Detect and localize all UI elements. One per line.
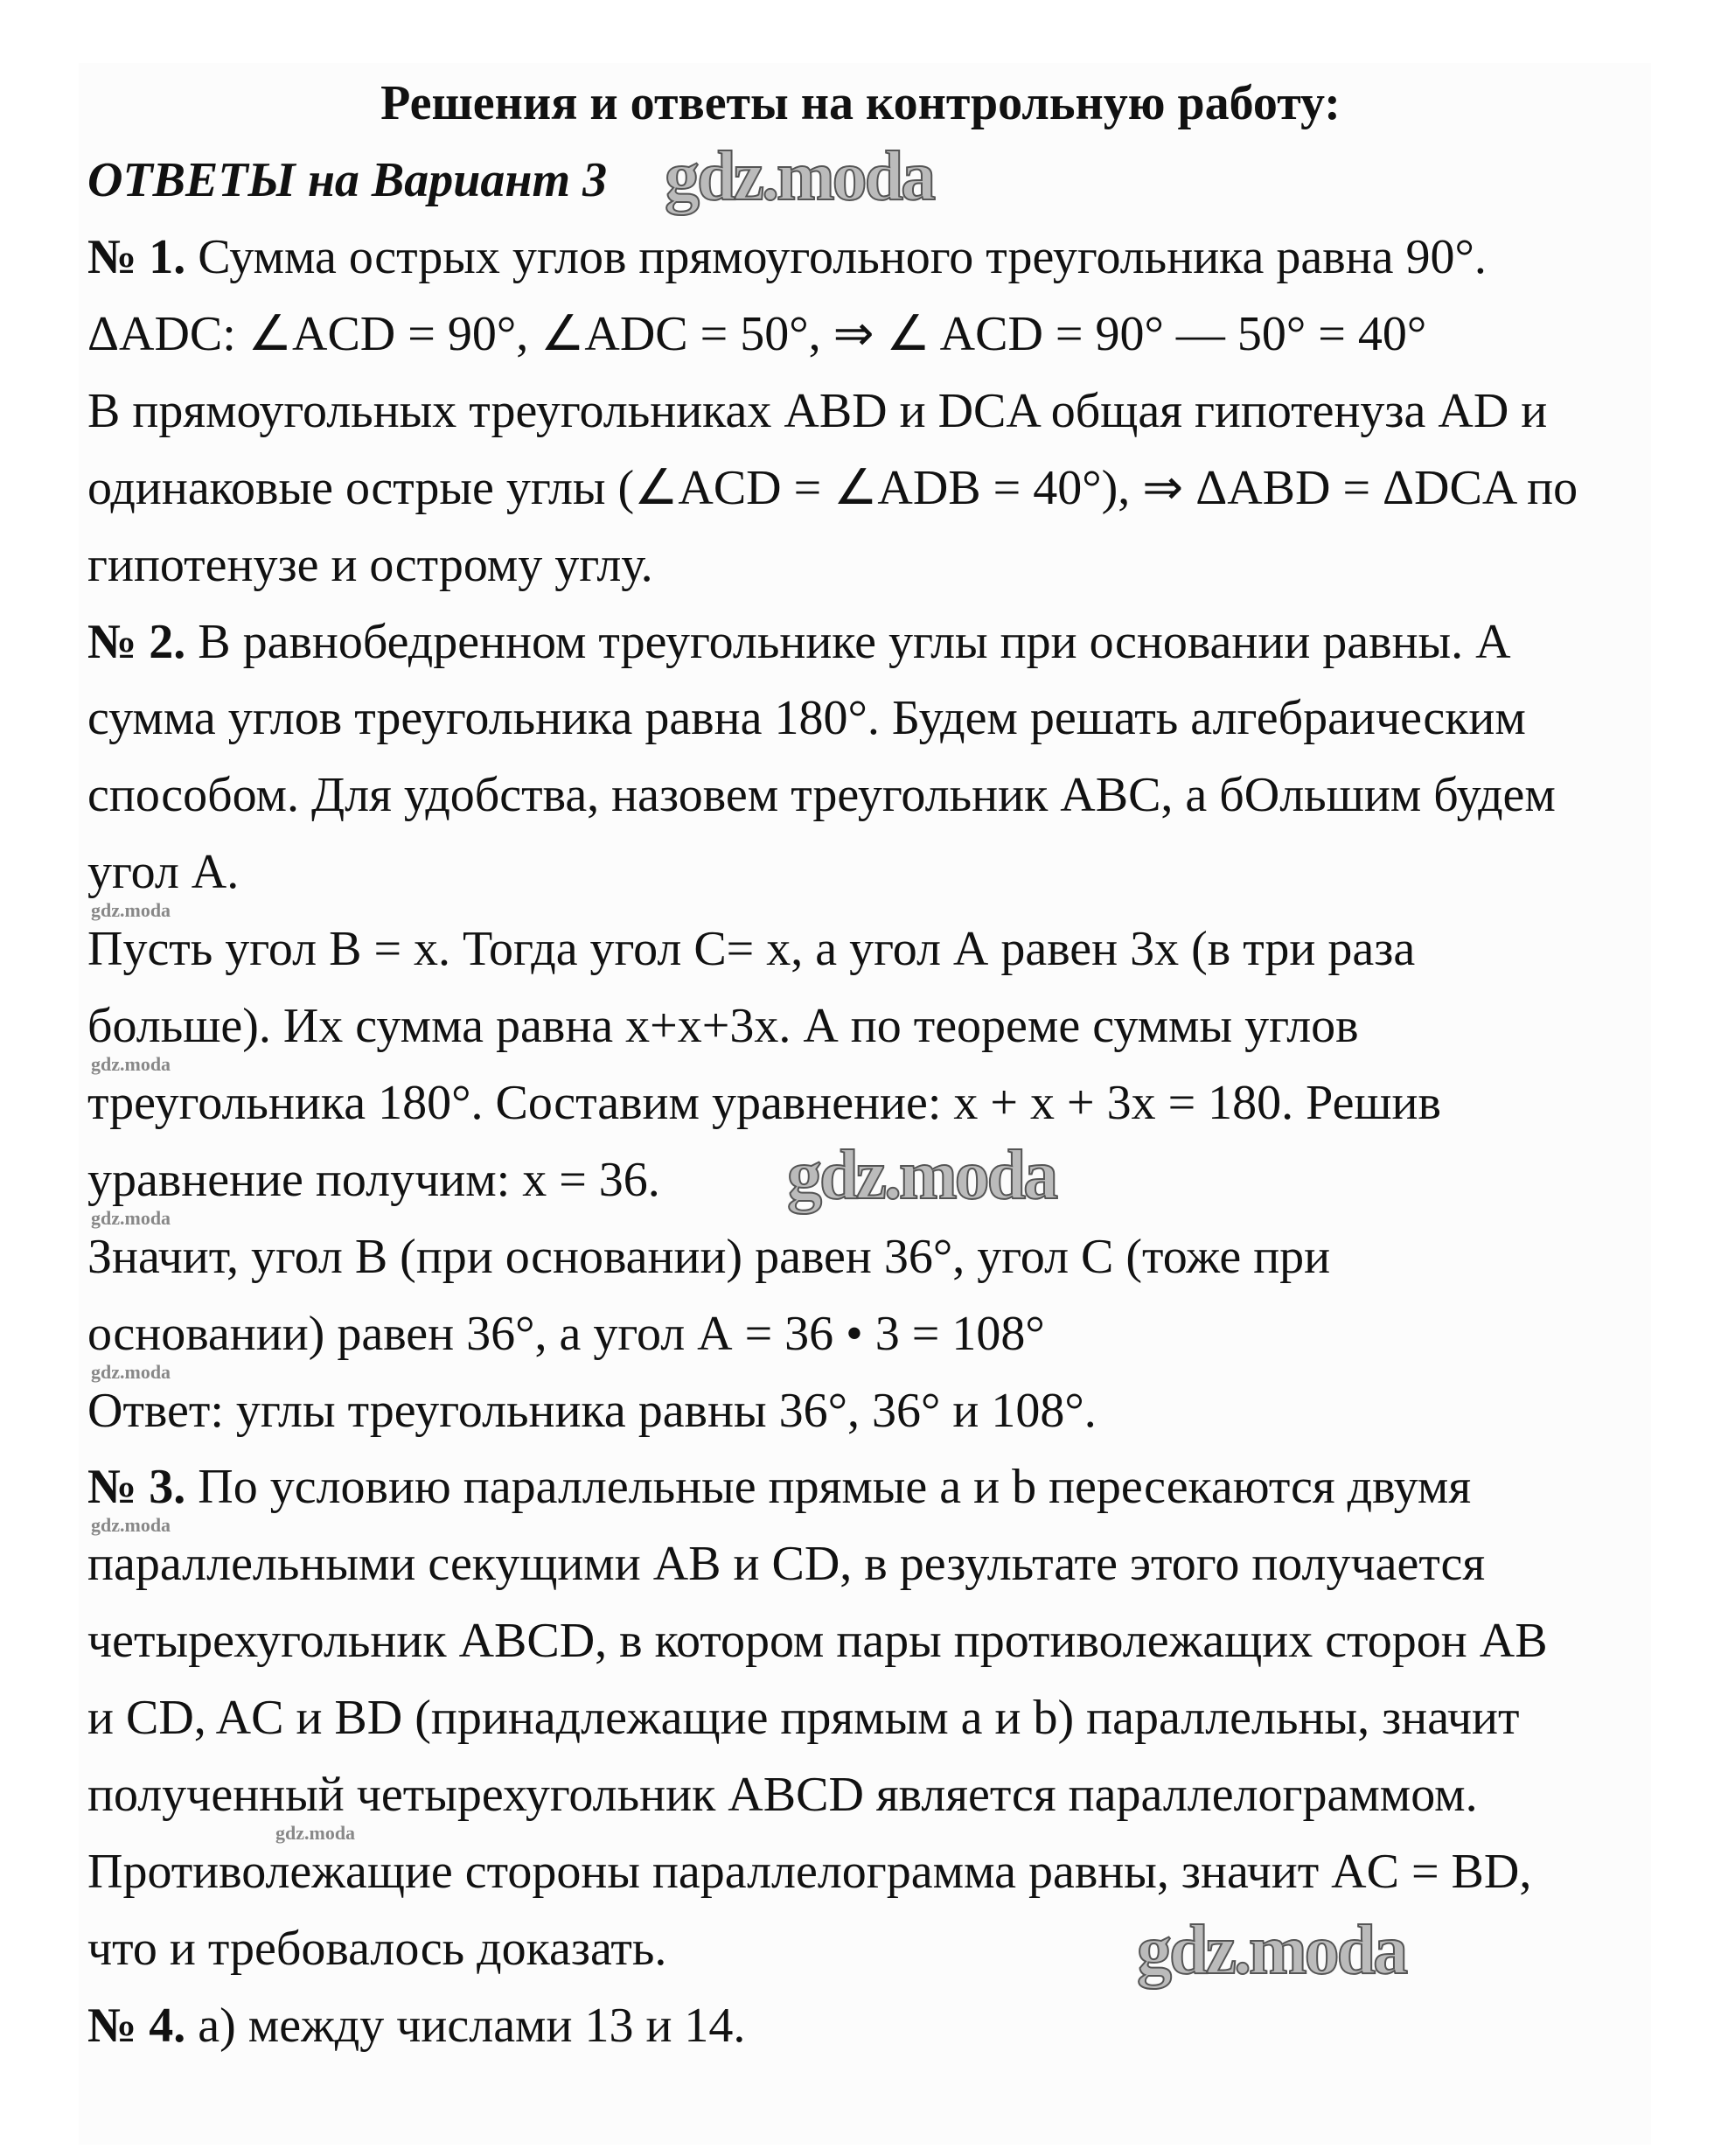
line-text: угол А. [87,845,240,900]
text-line [87,1615,1548,1667]
line-text: параллельными секущими AB и CD, в результате этого получается [87,1537,1486,1592]
watermark-logo: gdz.moda [665,138,934,215]
variant-heading: ОТВЕТЫ на Вариант 3 [87,153,608,207]
text-line [87,1385,1097,1437]
text-line [87,308,1426,360]
line-text: Значит, угол В (при основании) равен 36°, угол С (тоже при [87,1229,1331,1284]
watermark-logo: gdz.moda [91,899,171,921]
line-text: способом. Для удобства, назовем треугольник ABC, а бОльшим будем [87,768,1556,823]
text-line [87,462,1578,514]
text-line [87,231,1487,283]
watermark-logo: gdz.moda [91,1053,171,1075]
text-line [87,539,653,591]
text-line [87,923,1415,975]
text-line [87,1154,660,1206]
text-line [87,1461,1471,1513]
task-number: № 4. [87,1998,186,2053]
line-text: треугольника 180°. Составим уравнение: х + х + 3х = 180. Решив [87,1075,1441,1130]
text-line [87,1077,1441,1129]
watermark-logo: gdz.moda [787,1137,1056,1214]
text-line [87,1769,1478,1821]
line-text: одинаковые острые углы (∠ACD = ∠ADB = 40°), ⇒ ΔABD = ΔDCA по [87,460,1578,515]
text-line [87,1846,1531,1898]
text-line [87,385,1547,437]
line-text: Противолежащие стороны параллелограмма равны, значит AC = BD, [87,1844,1532,1899]
text-line [87,1231,1330,1283]
text-line [87,1000,1359,1052]
line-text: гипотенузе и острому углу. [87,537,653,592]
text-line [87,1538,1485,1590]
line-text: полученный четырехугольник ABCD является параллелограммом. [87,1768,1478,1822]
line-text: что и требовалось доказать. [87,1921,667,1976]
watermark-logo: gdz.moda [91,1514,171,1536]
text-line [87,1999,745,2052]
task-number: № 2. [87,614,186,669]
task-number: № 3. [87,1460,186,1515]
watermark-logo: gdz.moda [91,1361,171,1383]
line-text: а) между числами 13 и 14. [185,1998,746,2053]
line-text: Сумма острых углов прямоугольного треугольника равна 90°. [185,230,1487,284]
line-text: четырехугольник ABCD, в котором пары противолежащих сторон AB [87,1614,1548,1669]
page-title: Решения и ответы на контрольную работу: [380,76,1341,130]
line-text: Ответ: углы треугольника равны 36°, 36° и 108°. [87,1383,1097,1438]
line-text: Пусть угол В = х. Тогда угол С= х, а угол А равен 3х (в три раза [87,922,1416,977]
line-text: больше). Их сумма равна х+х+3х. А по теореме суммы углов [87,999,1359,1053]
line-text: уравнение получим: х = 36. [87,1152,660,1207]
line-text: В равнобедренном треугольнике углы при основании равны. А [185,614,1511,669]
text-line [87,692,1526,744]
line-text: По условию параллельные прямые a и b пересекаются двумя [185,1460,1472,1515]
line-text: ΔADC: ∠ACD = 90°, ∠ADC = 50°, ⇒ ∠ ACD = 90° — 50° = 40° [87,306,1427,361]
text-line [87,1308,1045,1360]
task-number: № 1. [87,230,186,284]
text-line [87,1922,666,1975]
text-line [87,616,1511,668]
line-text: В прямоугольных треугольниках ABD и DCA общая гипотенуза AD и [87,383,1548,438]
text-line [87,846,239,898]
line-text: сумма углов треугольника равна 180°. Будем решать алгебраическим [87,691,1526,746]
watermark-logo: gdz.moda [91,1207,171,1229]
text-line [87,769,1556,821]
text-line [87,1692,1519,1744]
line-text: основании) равен 36°, а угол А = 36 • 3 = 108° [87,1306,1045,1361]
watermark-logo: gdz.moda [275,1822,356,1844]
watermark-logo: gdz.moda [1137,1912,1406,1989]
line-text: и CD, AC и BD (принадлежащие прямым a и b) параллельны, значит [87,1691,1520,1746]
